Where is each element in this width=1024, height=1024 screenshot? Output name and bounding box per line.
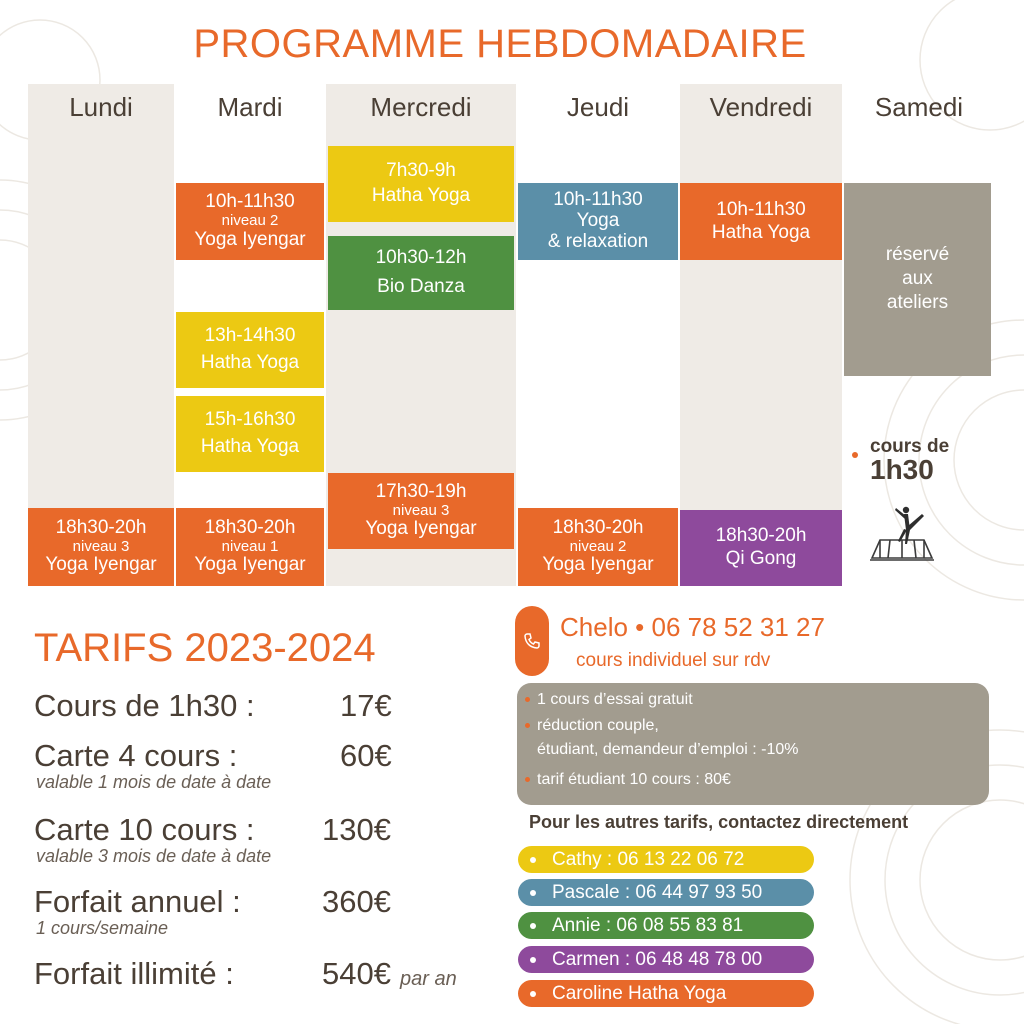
page-title: PROGRAMME HEBDOMADAIRE xyxy=(193,22,807,66)
price-value: 130€ xyxy=(322,812,391,847)
class-block-mercredi-10h30 xyxy=(328,236,514,310)
day-header-mercredi: Mercredi xyxy=(370,92,472,122)
info-item xyxy=(537,717,659,735)
bullet-dot xyxy=(852,452,858,458)
class-time: 15h-16h30 xyxy=(204,409,296,431)
info-text: 1 cours d’essai gratuit xyxy=(537,691,693,708)
class-name-line2: & relaxation xyxy=(547,230,649,252)
info-text: réduction couple, xyxy=(537,717,659,734)
info-box xyxy=(517,683,989,805)
info-text: étudiant, demandeur d’emploi : -10% xyxy=(537,741,799,758)
contact-pill-caroline[interactable] xyxy=(518,980,814,1007)
yoga-logo-icon xyxy=(866,500,938,566)
class-block-vendredi-morning xyxy=(680,183,842,260)
class-level: niveau 2 xyxy=(221,212,279,230)
class-name: Hatha Yoga xyxy=(200,352,300,373)
class-name: Yoga Iyengar xyxy=(194,228,306,250)
class-time: 18h30-20h xyxy=(55,516,147,538)
phone-badge xyxy=(515,606,549,676)
info-item xyxy=(537,691,693,709)
reserved-line1: réservé xyxy=(885,244,950,266)
day-header-samedi: Samedi xyxy=(874,92,964,122)
note-line2: 1h30 xyxy=(870,454,934,485)
contact-text: Caroline Hatha Yoga xyxy=(552,983,727,1004)
contact-pill-annie[interactable] xyxy=(518,912,814,939)
price-value: 60€ xyxy=(340,738,392,773)
class-block-mardi-13h xyxy=(176,312,324,388)
bullet-dot xyxy=(530,857,536,863)
class-name: Yoga Iyengar xyxy=(45,554,157,576)
class-name: Yoga Iyengar xyxy=(542,554,654,576)
class-time: 18h30-20h xyxy=(204,516,296,538)
price-label: Carte 10 cours : xyxy=(34,812,255,847)
bullet-dot xyxy=(530,957,536,963)
price-subtext: valable 1 mois de date à date xyxy=(36,772,272,792)
class-level: niveau 2 xyxy=(569,537,627,555)
price-value: 17€ xyxy=(340,688,392,723)
contact-text: Cathy : 06 13 22 06 72 xyxy=(552,849,745,870)
bullet-dot xyxy=(525,777,530,782)
contact-pill-cathy[interactable] xyxy=(518,846,814,873)
class-time: 10h-11h30 xyxy=(205,191,295,213)
price-label: Forfait annuel : xyxy=(34,884,241,919)
bullet-dot xyxy=(525,697,530,702)
info-item-continued xyxy=(537,741,799,759)
class-name: Hatha Yoga xyxy=(711,221,811,243)
class-time: 10h-11h30 xyxy=(553,189,643,211)
day-header-jeudi: Jeudi xyxy=(566,92,630,122)
info-item xyxy=(537,771,731,789)
class-block-mardi-morning xyxy=(176,183,324,260)
day-header-mardi: Mardi xyxy=(217,92,283,122)
other-tarifs-heading: Pour les autres tarifs, contactez directement xyxy=(529,812,909,832)
contact-pill-pascale[interactable] xyxy=(518,879,814,906)
main-contact-phone: Chelo • 06 78 52 31 27 xyxy=(560,612,825,642)
price-subtext: 1 cours/semaine xyxy=(36,918,169,938)
class-block-vendredi-evening xyxy=(680,510,842,586)
class-name: Hatha Yoga xyxy=(371,185,471,206)
contact-text: Annie : 06 08 55 83 81 xyxy=(552,915,744,936)
price-suffix: par an xyxy=(400,968,457,990)
class-time: 18h30-20h xyxy=(552,516,644,538)
class-name: Yoga Iyengar xyxy=(194,554,306,576)
class-block-mercredi-morning xyxy=(328,146,514,222)
price-subtext: valable 3 mois de date à date xyxy=(36,846,272,866)
class-time: 18h30-20h xyxy=(715,525,807,547)
class-block-mercredi-evening xyxy=(328,473,514,549)
class-time: 7h30-9h xyxy=(386,160,456,182)
class-name: Qi Gong xyxy=(725,548,797,569)
info-text: tarif étudiant 10 cours : 80€ xyxy=(537,771,731,788)
class-block-mardi-evening xyxy=(176,508,324,586)
price-label: Cours de 1h30 : xyxy=(34,688,255,723)
main-contact-subtitle: cours individuel sur rdv xyxy=(576,650,771,671)
reserved-line3: ateliers xyxy=(886,291,949,313)
class-block-mardi-15h xyxy=(176,396,324,472)
bullet-dot xyxy=(530,923,536,929)
bullet-dot xyxy=(530,890,536,896)
contact-text: Carmen : 06 48 48 78 00 xyxy=(552,949,763,970)
class-name: Yoga xyxy=(576,210,620,232)
price-label: Carte 4 cours : xyxy=(34,738,238,773)
price-label: Forfait illimité : xyxy=(34,956,234,991)
class-name: Bio Danza xyxy=(377,276,465,297)
class-name: Hatha Yoga xyxy=(200,436,300,457)
class-block-jeudi-morning xyxy=(518,183,678,260)
note-line1: cours de xyxy=(870,436,950,457)
class-block-jeudi-evening xyxy=(518,508,678,586)
tarifs-title: TARIFS 2023-2024 xyxy=(34,626,376,670)
class-time: 17h30-19h xyxy=(375,480,467,502)
class-level: niveau 3 xyxy=(392,501,450,519)
class-time: 13h-14h30 xyxy=(204,325,296,347)
class-name: Yoga Iyengar xyxy=(365,518,477,540)
bullet-dot xyxy=(525,723,530,728)
phone-icon xyxy=(523,632,541,650)
contact-pill-carmen[interactable] xyxy=(518,946,814,973)
contact-text: Pascale : 06 44 97 93 50 xyxy=(552,882,763,903)
reserved-line2: aux xyxy=(902,268,933,290)
class-level: niveau 3 xyxy=(72,537,130,555)
price-value: 540€ xyxy=(322,956,391,991)
class-time: 10h-11h30 xyxy=(716,198,806,220)
class-block-lundi-evening xyxy=(28,508,174,586)
day-header-lundi: Lundi xyxy=(69,92,133,122)
price-value: 360€ xyxy=(322,884,391,919)
class-block-samedi-reserved xyxy=(844,183,991,376)
day-header-vendredi: Vendredi xyxy=(709,92,813,122)
bullet-dot xyxy=(530,991,536,997)
class-time: 10h30-12h xyxy=(375,247,467,269)
class-level: niveau 1 xyxy=(221,537,279,555)
